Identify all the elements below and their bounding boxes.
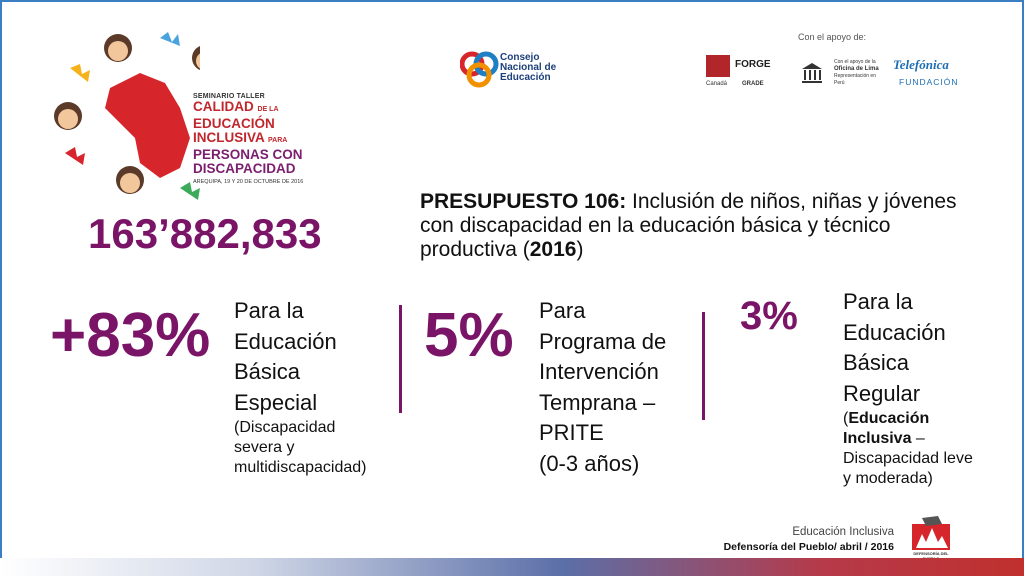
col3-text (843, 287, 973, 489)
unesco-l2: Oficina de Lima (834, 66, 879, 72)
col1-l4: Especial (234, 389, 318, 415)
divider-1 (399, 305, 402, 413)
col3-s1b (843, 429, 973, 449)
total-amount: 163’882,833 (88, 210, 322, 257)
budget-year: 2016 (529, 238, 577, 261)
seminar-line1: SEMINARIO TALLER (193, 93, 265, 100)
unesco-temple-icon (800, 61, 824, 85)
seminar-line6: DISCAPACIDAD (193, 161, 296, 176)
defensoria-logo-text: DEFENSORÍA DEL (913, 551, 949, 556)
peru-map-children-illustration (40, 28, 200, 208)
sponsors-label: Con el apoyo de: (798, 32, 867, 42)
budget-label: PRESUPUESTO 106: (420, 190, 627, 213)
seminar-line2a: CALIDAD (193, 99, 254, 114)
col3-l1: Para la (843, 289, 913, 314)
seminar-line2b: DE LA (257, 106, 279, 113)
telefonica-text: Telefónica (893, 57, 949, 72)
pct-prite: 5% (424, 301, 514, 370)
col3-s-open: ( (843, 410, 849, 427)
col2-l2: Programa de (539, 328, 667, 354)
telefonica-logo (893, 57, 968, 93)
col2-text (539, 296, 666, 479)
col1-text (234, 296, 367, 478)
col3-l3: Básica (843, 350, 910, 375)
forge-mark (706, 55, 730, 77)
col2-l6: (0-3 años) (539, 450, 640, 476)
forge-logo (706, 55, 776, 91)
col2-l5: PRITE (539, 420, 604, 445)
col2-l1: Para (539, 298, 586, 323)
col3-s3: y moderada) (843, 470, 933, 487)
col3-s-bold2: Inclusiva (843, 430, 912, 447)
consejo-line3: Educación (500, 72, 551, 83)
pct-educacion-regular: 3% (740, 294, 798, 338)
seminar-title (193, 93, 303, 186)
consejo-line2: Nacional de (500, 62, 557, 73)
footer-line1: Educación Inclusiva (792, 526, 894, 538)
col3-l4: Regular (843, 380, 921, 406)
col1-l2: Educación (234, 328, 337, 354)
forge-text: FORGE (735, 59, 771, 70)
unesco-l1: Con el apoyo de la (834, 59, 876, 65)
seminar-line4b: PARA (268, 137, 288, 144)
unesco-logo (800, 55, 885, 91)
budget-text: Inclusión de niños, niñas y jóvenes con discapacidad en la educación básica y técnico productiva ( (420, 190, 957, 261)
pct-educacion-especial: +83% (50, 301, 211, 370)
col1-l3: Básica (234, 359, 301, 384)
col2-l3: Intervención (539, 359, 659, 384)
canada-text: Canadá (706, 81, 728, 87)
seminar-line5: PERSONAS CON (193, 147, 303, 162)
col1-s3: multidiscapacidad) (234, 459, 367, 476)
consejo-line1: Consejo (500, 52, 540, 63)
col3-s-dash: – (911, 430, 925, 447)
col3-l2: Educación (843, 319, 946, 345)
seminar-line3: EDUCACIÓN (193, 116, 275, 131)
seminar-line4a: INCLUSIVA (193, 130, 265, 145)
col3-s-bold1: Educación (848, 410, 930, 427)
col1-s2: severa y (234, 439, 295, 456)
grade-text: GRADE (742, 81, 764, 87)
col1-s1: (Discapacidad (234, 419, 336, 436)
defensoria-emblem-icon (908, 514, 954, 552)
divider-2 (702, 312, 705, 420)
footer-line2: Defensoría del Pueblo/ abril / 2016 (723, 541, 894, 553)
budget-title (420, 190, 990, 262)
defensoria-logo (908, 514, 954, 558)
seminar-date: AREQUIPA, 19 Y 20 DE OCTUBRE DE 2016 (193, 179, 304, 185)
col3-s1 (843, 409, 973, 429)
consejo-logo-icon (460, 50, 500, 88)
budget-close: ) (576, 238, 584, 261)
col3-s2: Discapacidad leve (843, 450, 973, 467)
col1-l1: Para la (234, 298, 304, 323)
footer-gradient-bar (0, 558, 1024, 576)
fundacion-text: FUNDACIÓN (899, 77, 959, 87)
col2-l4: Temprana – (539, 389, 656, 415)
consejo-logo (460, 50, 570, 90)
unesco-l3: Representación en Perú (834, 73, 876, 86)
